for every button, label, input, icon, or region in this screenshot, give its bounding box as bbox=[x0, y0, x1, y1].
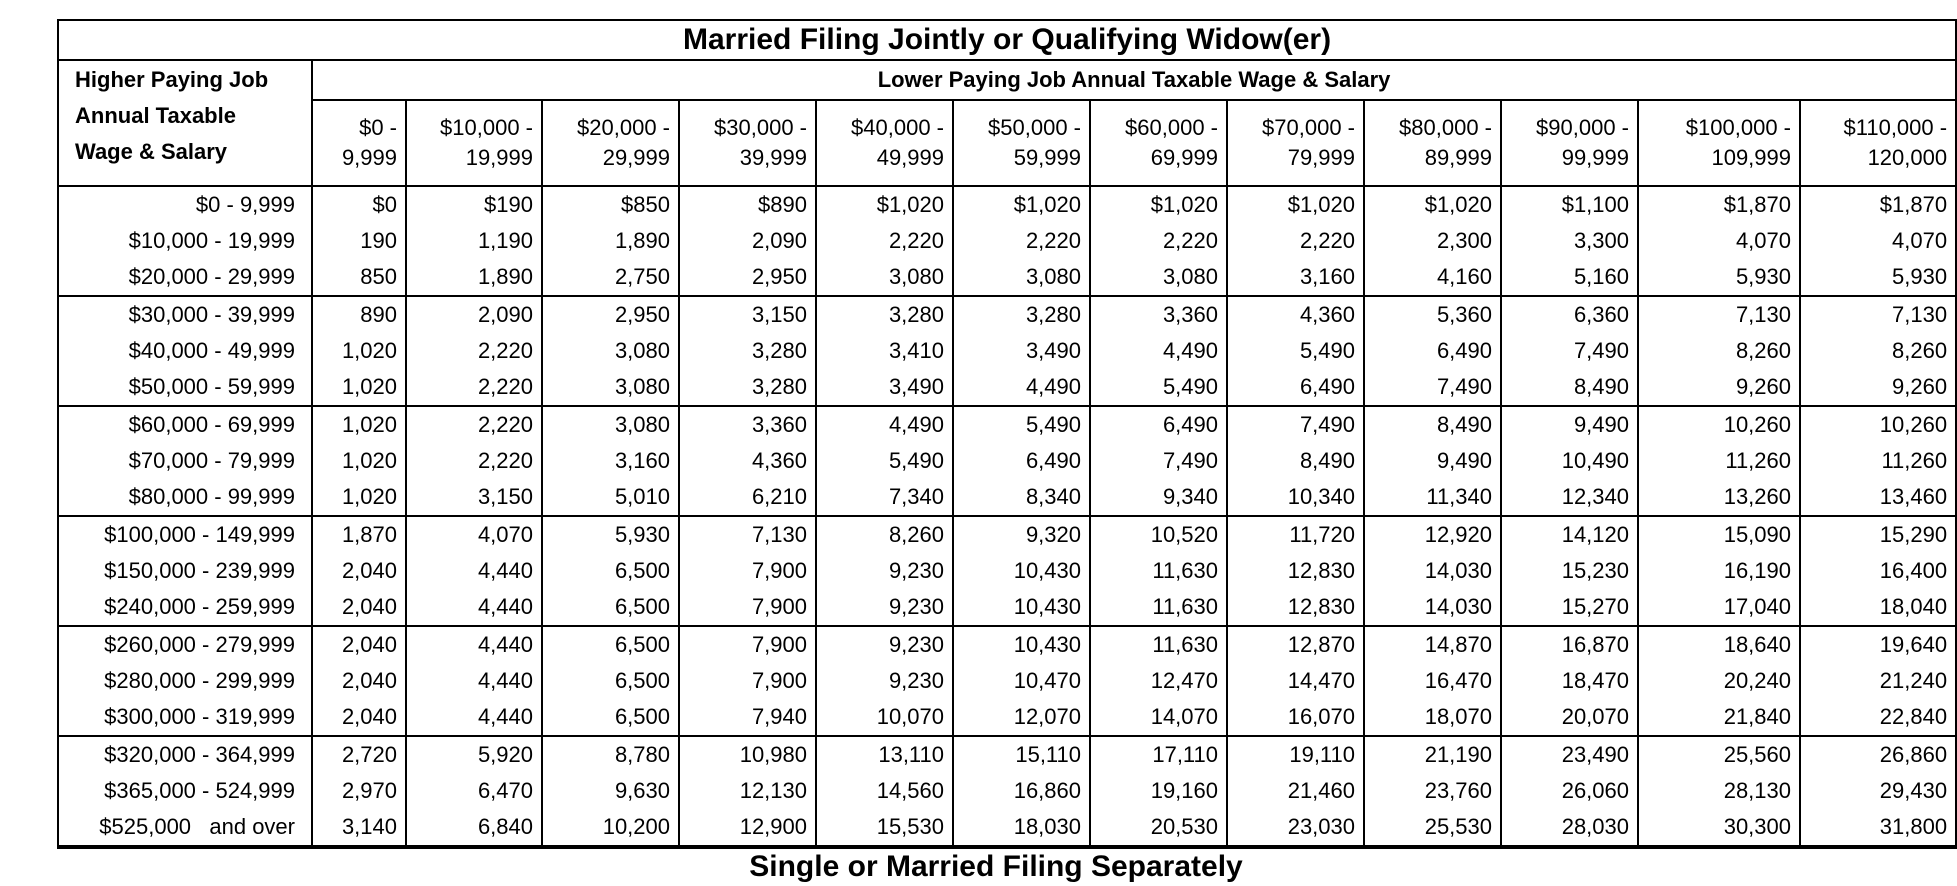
withholding-table bbox=[57, 19, 1957, 849]
table-cell: 20,530 bbox=[1090, 809, 1227, 847]
table-row bbox=[58, 736, 1956, 773]
table-cell: 15,290 bbox=[1800, 516, 1956, 553]
table-cell: 8,780 bbox=[542, 736, 679, 773]
column-header-line: $70,000 - bbox=[1262, 115, 1355, 140]
table-cell: 3,280 bbox=[679, 333, 816, 369]
table-row bbox=[58, 259, 1956, 296]
table-cell: 3,360 bbox=[1090, 296, 1227, 333]
table-cell: 28,130 bbox=[1638, 773, 1800, 809]
table-cell: 1,020 bbox=[312, 479, 406, 516]
column-header-line: 59,999 bbox=[1013, 145, 1081, 170]
table-cell: 9,630 bbox=[542, 773, 679, 809]
table-cell: 2,220 bbox=[1090, 223, 1227, 259]
table-cell: 15,270 bbox=[1501, 589, 1638, 626]
table-cell: 2,090 bbox=[406, 296, 542, 333]
table-cell: 18,070 bbox=[1364, 699, 1501, 736]
table-cell: 3,080 bbox=[953, 259, 1090, 296]
table-cell: 2,970 bbox=[312, 773, 406, 809]
column-header-line: 120,000 bbox=[1867, 145, 1948, 170]
table-cell: 14,030 bbox=[1364, 553, 1501, 589]
table-cell: 4,070 bbox=[1638, 223, 1800, 259]
table-cell: 13,110 bbox=[816, 736, 953, 773]
column-header-line: 39,999 bbox=[739, 145, 807, 170]
column-header-line: 9,999 bbox=[341, 145, 397, 170]
column-header-line: 19,999 bbox=[465, 145, 533, 170]
column-header-line: $10,000 - bbox=[440, 115, 533, 140]
table-row bbox=[58, 223, 1956, 259]
table-cell: 18,470 bbox=[1501, 663, 1638, 699]
table-cell: 5,490 bbox=[953, 406, 1090, 443]
table-row bbox=[58, 626, 1956, 663]
table-cell: 14,070 bbox=[1090, 699, 1227, 736]
table-cell: 6,500 bbox=[542, 589, 679, 626]
table-cell: 6,500 bbox=[542, 626, 679, 663]
column-header-line: 69,999 bbox=[1150, 145, 1218, 170]
table-cell: 16,470 bbox=[1364, 663, 1501, 699]
table-cell: $1,870 bbox=[1638, 186, 1800, 223]
table-cell: 4,070 bbox=[406, 516, 542, 553]
table-cell: 26,060 bbox=[1501, 773, 1638, 809]
table-cell: 890 bbox=[312, 296, 406, 333]
column-header-line: $40,000 - bbox=[851, 115, 944, 140]
table-cell: 7,940 bbox=[679, 699, 816, 736]
table-cell: 4,440 bbox=[406, 589, 542, 626]
table-cell: 850 bbox=[312, 259, 406, 296]
table-cell: 7,490 bbox=[1364, 369, 1501, 406]
table-row bbox=[58, 699, 1956, 736]
table-cell: 10,490 bbox=[1501, 443, 1638, 479]
column-header-line: $50,000 - bbox=[988, 115, 1081, 140]
tax-table-wrapper bbox=[57, 19, 1948, 883]
table-cell: $1,020 bbox=[1227, 186, 1364, 223]
table-cell: 14,120 bbox=[1501, 516, 1638, 553]
column-header bbox=[406, 100, 542, 186]
table-cell: 5,490 bbox=[1090, 369, 1227, 406]
table-cell: 6,500 bbox=[542, 663, 679, 699]
table-cell: 23,760 bbox=[1364, 773, 1501, 809]
row-label: $240,000 - 259,999 bbox=[58, 589, 312, 626]
table-cell: 8,490 bbox=[1227, 443, 1364, 479]
table-cell: 5,930 bbox=[1638, 259, 1800, 296]
table-cell: 12,070 bbox=[953, 699, 1090, 736]
table-cell: 16,070 bbox=[1227, 699, 1364, 736]
table-cell: 25,560 bbox=[1638, 736, 1800, 773]
table-cell: 8,260 bbox=[816, 516, 953, 553]
table-row bbox=[58, 553, 1956, 589]
table-cell: 12,340 bbox=[1501, 479, 1638, 516]
table-cell: 2,220 bbox=[406, 333, 542, 369]
table-cell: 14,030 bbox=[1364, 589, 1501, 626]
table-cell: 13,460 bbox=[1800, 479, 1956, 516]
column-header-line: $110,000 - bbox=[1843, 115, 1948, 140]
table-cell: 12,470 bbox=[1090, 663, 1227, 699]
table-cell: 11,260 bbox=[1800, 443, 1956, 479]
table-cell: 4,440 bbox=[406, 626, 542, 663]
table-cell: 21,840 bbox=[1638, 699, 1800, 736]
column-header bbox=[1501, 100, 1638, 186]
column-header bbox=[1638, 100, 1800, 186]
table-cell: 9,230 bbox=[816, 626, 953, 663]
table-cell: 19,640 bbox=[1800, 626, 1956, 663]
table-cell: 18,040 bbox=[1800, 589, 1956, 626]
table-cell: 3,150 bbox=[406, 479, 542, 516]
table-cell: 19,160 bbox=[1090, 773, 1227, 809]
table-row bbox=[58, 589, 1956, 626]
table-cell: 7,490 bbox=[1501, 333, 1638, 369]
table-cell: 7,900 bbox=[679, 626, 816, 663]
table-cell: 2,950 bbox=[679, 259, 816, 296]
table-title: Married Filing Jointly or Qualifying Widow(er) bbox=[58, 20, 1956, 60]
table-cell: 3,160 bbox=[1227, 259, 1364, 296]
table-row bbox=[58, 369, 1956, 406]
table-cell: 7,900 bbox=[679, 663, 816, 699]
table-cell: 1,020 bbox=[312, 443, 406, 479]
table-cell: 4,160 bbox=[1364, 259, 1501, 296]
table-cell: 3,080 bbox=[1090, 259, 1227, 296]
table-cell: 6,500 bbox=[542, 553, 679, 589]
table-cell: 15,230 bbox=[1501, 553, 1638, 589]
row-label: $365,000 - 524,999 bbox=[58, 773, 312, 809]
table-cell: $1,020 bbox=[1090, 186, 1227, 223]
table-cell: $0 bbox=[312, 186, 406, 223]
table-cell: 6,840 bbox=[406, 809, 542, 847]
row-label: $525,000 and over bbox=[58, 809, 312, 847]
row-label: $100,000 - 149,999 bbox=[58, 516, 312, 553]
table-cell: 9,490 bbox=[1364, 443, 1501, 479]
table-cell: 13,260 bbox=[1638, 479, 1800, 516]
column-header-line: $20,000 - bbox=[577, 115, 670, 140]
table-cell: 9,230 bbox=[816, 589, 953, 626]
table-cell: 12,920 bbox=[1364, 516, 1501, 553]
table-cell: 2,220 bbox=[953, 223, 1090, 259]
table-row bbox=[58, 516, 1956, 553]
row-header-line-3: Wage & Salary bbox=[75, 139, 228, 164]
column-header bbox=[542, 100, 679, 186]
table-cell: 10,200 bbox=[542, 809, 679, 847]
table-cell: 9,340 bbox=[1090, 479, 1227, 516]
column-group-header: Lower Paying Job Annual Taxable Wage & Salary bbox=[312, 60, 1956, 100]
table-row bbox=[58, 186, 1956, 223]
table-cell: 4,490 bbox=[953, 369, 1090, 406]
table-cell: 1,020 bbox=[312, 406, 406, 443]
table-cell: 30,300 bbox=[1638, 809, 1800, 847]
table-cell: 16,860 bbox=[953, 773, 1090, 809]
table-cell: 3,080 bbox=[542, 333, 679, 369]
table-cell: 23,030 bbox=[1227, 809, 1364, 847]
table-row bbox=[58, 443, 1956, 479]
table-cell: 7,900 bbox=[679, 553, 816, 589]
table-cell: $850 bbox=[542, 186, 679, 223]
column-header-line: 109,999 bbox=[1711, 145, 1791, 170]
row-label: $50,000 - 59,999 bbox=[58, 369, 312, 406]
column-header bbox=[679, 100, 816, 186]
table-cell: 10,470 bbox=[953, 663, 1090, 699]
table-cell: 8,490 bbox=[1364, 406, 1501, 443]
table-cell: 8,260 bbox=[1800, 333, 1956, 369]
row-label: $20,000 - 29,999 bbox=[58, 259, 312, 296]
table-cell: 3,410 bbox=[816, 333, 953, 369]
table-cell: 14,470 bbox=[1227, 663, 1364, 699]
table-cell: 2,090 bbox=[679, 223, 816, 259]
table-cell: 6,470 bbox=[406, 773, 542, 809]
column-header bbox=[1227, 100, 1364, 186]
table-cell: 3,360 bbox=[679, 406, 816, 443]
row-label: $150,000 - 239,999 bbox=[58, 553, 312, 589]
table-cell: 8,340 bbox=[953, 479, 1090, 516]
table-cell: 26,860 bbox=[1800, 736, 1956, 773]
table-cell: 16,870 bbox=[1501, 626, 1638, 663]
table-cell: 2,040 bbox=[312, 626, 406, 663]
table-cell: 8,490 bbox=[1501, 369, 1638, 406]
table-cell: 14,870 bbox=[1364, 626, 1501, 663]
table-cell: 5,930 bbox=[542, 516, 679, 553]
table-cell: 12,870 bbox=[1227, 626, 1364, 663]
row-label: $40,000 - 49,999 bbox=[58, 333, 312, 369]
table-cell: 1,190 bbox=[406, 223, 542, 259]
table-cell: 9,490 bbox=[1501, 406, 1638, 443]
table-cell: 18,030 bbox=[953, 809, 1090, 847]
row-header bbox=[58, 60, 312, 186]
table-cell: 21,240 bbox=[1800, 663, 1956, 699]
table-cell: 12,130 bbox=[679, 773, 816, 809]
table-cell: 7,130 bbox=[679, 516, 816, 553]
table-cell: 10,070 bbox=[816, 699, 953, 736]
table-cell: $1,100 bbox=[1501, 186, 1638, 223]
table-cell: 6,500 bbox=[542, 699, 679, 736]
table-cell: 2,220 bbox=[1227, 223, 1364, 259]
column-header-line: 99,999 bbox=[1561, 145, 1629, 170]
table-cell: 6,490 bbox=[953, 443, 1090, 479]
table-cell: 2,040 bbox=[312, 699, 406, 736]
row-label: $300,000 - 319,999 bbox=[58, 699, 312, 736]
table-cell: 2,220 bbox=[406, 406, 542, 443]
row-label: $80,000 - 99,999 bbox=[58, 479, 312, 516]
table-row bbox=[58, 296, 1956, 333]
table-cell: 7,340 bbox=[816, 479, 953, 516]
table-cell: 15,110 bbox=[953, 736, 1090, 773]
row-label: $10,000 - 19,999 bbox=[58, 223, 312, 259]
table-cell: 4,490 bbox=[816, 406, 953, 443]
table-cell: 6,490 bbox=[1364, 333, 1501, 369]
table-cell: 9,230 bbox=[816, 663, 953, 699]
column-header-line: $60,000 - bbox=[1125, 115, 1218, 140]
table-cell: 1,870 bbox=[312, 516, 406, 553]
table-cell: 11,340 bbox=[1364, 479, 1501, 516]
row-header-line-1: Higher Paying Job bbox=[75, 67, 269, 92]
table-cell: 16,190 bbox=[1638, 553, 1800, 589]
table-cell: 9,230 bbox=[816, 553, 953, 589]
table-cell: 4,490 bbox=[1090, 333, 1227, 369]
table-cell: 6,490 bbox=[1227, 369, 1364, 406]
row-label: $320,000 - 364,999 bbox=[58, 736, 312, 773]
table-cell: 5,490 bbox=[1227, 333, 1364, 369]
table-row bbox=[58, 406, 1956, 443]
table-cell: 16,400 bbox=[1800, 553, 1956, 589]
column-header-line: $90,000 - bbox=[1536, 115, 1629, 140]
table-cell: 1,020 bbox=[312, 369, 406, 406]
row-label: $30,000 - 39,999 bbox=[58, 296, 312, 333]
table-cell: $1,870 bbox=[1800, 186, 1956, 223]
table-cell: 2,040 bbox=[312, 589, 406, 626]
table-cell: 11,630 bbox=[1090, 626, 1227, 663]
table-cell: 4,070 bbox=[1800, 223, 1956, 259]
table-cell: 11,260 bbox=[1638, 443, 1800, 479]
column-header-line: $0 - bbox=[359, 115, 397, 140]
table-cell: $1,020 bbox=[953, 186, 1090, 223]
table-cell: 3,490 bbox=[816, 369, 953, 406]
table-row bbox=[58, 663, 1956, 699]
table-cell: 3,160 bbox=[542, 443, 679, 479]
table-cell: 11,630 bbox=[1090, 553, 1227, 589]
table-cell: 9,320 bbox=[953, 516, 1090, 553]
table-cell: 10,430 bbox=[953, 553, 1090, 589]
table-cell: 2,040 bbox=[312, 553, 406, 589]
table-cell: 21,190 bbox=[1364, 736, 1501, 773]
column-header-line: 79,999 bbox=[1287, 145, 1355, 170]
table-cell: 5,930 bbox=[1800, 259, 1956, 296]
table-cell: 1,890 bbox=[406, 259, 542, 296]
table-cell: 9,260 bbox=[1638, 369, 1800, 406]
table-cell: 5,490 bbox=[816, 443, 953, 479]
next-table-title: Single or Married Filing Separately bbox=[749, 850, 1243, 883]
table-cell: 4,360 bbox=[679, 443, 816, 479]
table-cell: 9,260 bbox=[1800, 369, 1956, 406]
column-header-line: 29,999 bbox=[602, 145, 670, 170]
column-header bbox=[816, 100, 953, 186]
table-cell: 21,460 bbox=[1227, 773, 1364, 809]
column-header bbox=[312, 100, 406, 186]
table-cell: 4,440 bbox=[406, 699, 542, 736]
table-cell: 7,130 bbox=[1638, 296, 1800, 333]
column-header-line: $30,000 - bbox=[714, 115, 807, 140]
table-cell: 2,220 bbox=[406, 369, 542, 406]
table-cell: 4,440 bbox=[406, 553, 542, 589]
table-cell: $890 bbox=[679, 186, 816, 223]
table-cell: $190 bbox=[406, 186, 542, 223]
table-cell: 3,140 bbox=[312, 809, 406, 847]
table-cell: 5,160 bbox=[1501, 259, 1638, 296]
table-cell: 15,530 bbox=[816, 809, 953, 847]
table-cell: 3,080 bbox=[542, 406, 679, 443]
table-cell: $1,020 bbox=[816, 186, 953, 223]
table-cell: 3,080 bbox=[542, 369, 679, 406]
column-header bbox=[1090, 100, 1227, 186]
table-cell: 15,090 bbox=[1638, 516, 1800, 553]
table-cell: 10,520 bbox=[1090, 516, 1227, 553]
table-cell: 4,440 bbox=[406, 663, 542, 699]
table-cell: 12,830 bbox=[1227, 553, 1364, 589]
row-label: $280,000 - 299,999 bbox=[58, 663, 312, 699]
table-cell: 2,950 bbox=[542, 296, 679, 333]
table-cell: 12,830 bbox=[1227, 589, 1364, 626]
table-cell: 5,920 bbox=[406, 736, 542, 773]
table-cell: 14,560 bbox=[816, 773, 953, 809]
row-label: $260,000 - 279,999 bbox=[58, 626, 312, 663]
table-cell: 2,220 bbox=[406, 443, 542, 479]
table-cell: 2,220 bbox=[816, 223, 953, 259]
column-header-line: 89,999 bbox=[1424, 145, 1492, 170]
column-header-line: $80,000 - bbox=[1399, 115, 1492, 140]
table-cell: 10,260 bbox=[1800, 406, 1956, 443]
table-cell: 11,630 bbox=[1090, 589, 1227, 626]
table-cell: 3,280 bbox=[953, 296, 1090, 333]
table-cell: 5,360 bbox=[1364, 296, 1501, 333]
table-cell: 10,430 bbox=[953, 589, 1090, 626]
column-header bbox=[1364, 100, 1501, 186]
table-cell: 19,110 bbox=[1227, 736, 1364, 773]
table-cell: 190 bbox=[312, 223, 406, 259]
table-cell: 7,490 bbox=[1227, 406, 1364, 443]
table-cell: 3,080 bbox=[816, 259, 953, 296]
table-cell: 3,280 bbox=[816, 296, 953, 333]
table-cell: 1,020 bbox=[312, 333, 406, 369]
table-cell: 10,340 bbox=[1227, 479, 1364, 516]
table-cell: 22,840 bbox=[1800, 699, 1956, 736]
column-header bbox=[953, 100, 1090, 186]
table-cell: 7,490 bbox=[1090, 443, 1227, 479]
table-cell: 3,300 bbox=[1501, 223, 1638, 259]
table-cell: 18,640 bbox=[1638, 626, 1800, 663]
table-row bbox=[58, 809, 1956, 847]
table-cell: 20,240 bbox=[1638, 663, 1800, 699]
table-row bbox=[58, 773, 1956, 809]
table-cell: 10,980 bbox=[679, 736, 816, 773]
table-cell: 3,280 bbox=[679, 369, 816, 406]
row-label: $60,000 - 69,999 bbox=[58, 406, 312, 443]
row-label: $70,000 - 79,999 bbox=[58, 443, 312, 479]
column-header-line: 49,999 bbox=[876, 145, 944, 170]
table-cell: 7,900 bbox=[679, 589, 816, 626]
table-cell: 12,900 bbox=[679, 809, 816, 847]
table-cell: 2,750 bbox=[542, 259, 679, 296]
table-cell: 2,300 bbox=[1364, 223, 1501, 259]
table-cell: 8,260 bbox=[1638, 333, 1800, 369]
column-header bbox=[1800, 100, 1956, 186]
table-cell: 31,800 bbox=[1800, 809, 1956, 847]
table-cell: 17,110 bbox=[1090, 736, 1227, 773]
table-cell: 29,430 bbox=[1800, 773, 1956, 809]
table-cell: 10,260 bbox=[1638, 406, 1800, 443]
table-cell: 3,150 bbox=[679, 296, 816, 333]
table-cell: 25,530 bbox=[1364, 809, 1501, 847]
table-row bbox=[58, 333, 1956, 369]
table-cell: 2,040 bbox=[312, 663, 406, 699]
table-cell: 6,490 bbox=[1090, 406, 1227, 443]
table-cell: 7,130 bbox=[1800, 296, 1956, 333]
table-cell: 17,040 bbox=[1638, 589, 1800, 626]
table-cell: 3,490 bbox=[953, 333, 1090, 369]
column-header-line: $100,000 - bbox=[1685, 115, 1791, 140]
table-cell: 10,430 bbox=[953, 626, 1090, 663]
table-cell: $1,020 bbox=[1364, 186, 1501, 223]
table-cell: 11,720 bbox=[1227, 516, 1364, 553]
table-row bbox=[58, 479, 1956, 516]
row-label: $0 - 9,999 bbox=[58, 186, 312, 223]
table-cell: 28,030 bbox=[1501, 809, 1638, 847]
table-cell: 1,890 bbox=[542, 223, 679, 259]
table-cell: 2,720 bbox=[312, 736, 406, 773]
row-header-line-2: Annual Taxable bbox=[75, 103, 236, 128]
table-cell: 20,070 bbox=[1501, 699, 1638, 736]
table-cell: 6,360 bbox=[1501, 296, 1638, 333]
table-cell: 6,210 bbox=[679, 479, 816, 516]
table-cell: 23,490 bbox=[1501, 736, 1638, 773]
table-cell: 5,010 bbox=[542, 479, 679, 516]
column-header-row bbox=[58, 100, 1956, 186]
table-cell: 4,360 bbox=[1227, 296, 1364, 333]
